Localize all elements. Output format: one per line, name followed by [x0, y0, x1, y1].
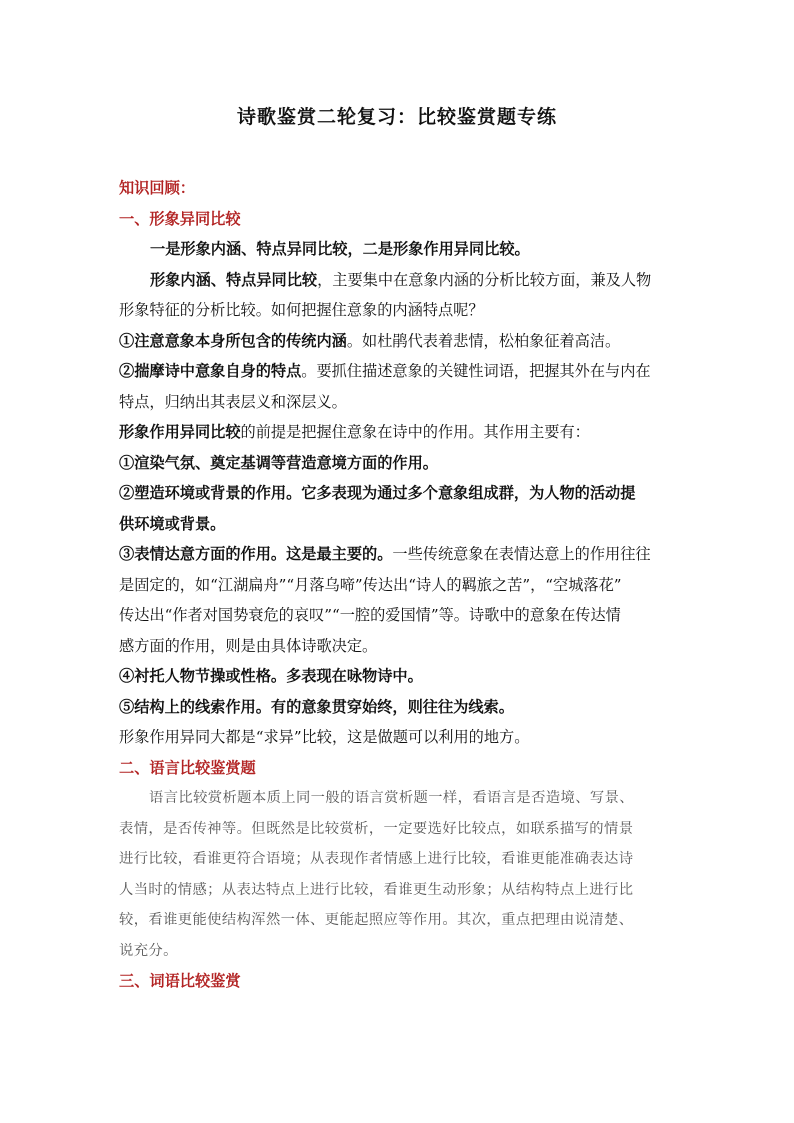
text-run: ，主要集中在意象内涵的分析比较方面，兼及人物	[317, 270, 652, 289]
page-title: 诗歌鉴赏二轮复习：比较鉴赏题专练	[236, 106, 557, 128]
role-item-environment-line2: 供环境或背景。	[119, 514, 226, 533]
knowledge-review-label: 知识回顾：	[119, 179, 195, 197]
section1-paragraph1-line1	[119, 265, 675, 296]
bold-phrase: ③表情达意方面的作用。这是最主要的。	[119, 545, 393, 563]
section2-line: 语言比较赏析题本质上同一般的语言赏析题一样，看语言是否造境、写景、	[149, 790, 634, 806]
list-item-traditional-meaning	[119, 326, 675, 357]
role-item-character: ④衬托人物节操或性格。多表现在咏物诗中。	[119, 667, 423, 685]
section-heading-image-comparison: 一、形象异同比较	[119, 209, 241, 228]
list-item-image-features	[119, 356, 675, 387]
text-run: 一些传统意象在表情达意上的作用往往	[392, 545, 651, 563]
bold-phrase: ①注意意象本身所包含的传统内涵	[119, 331, 347, 350]
role-item-emotion-line4: 感方面的作用，则是由具体诗歌决定。	[119, 636, 378, 655]
role-item-emotion-line2: 是固定的，如“江湖扁舟”“月落乌啼”传达出“诗人的羁旅之苦”，“空城落花”	[119, 575, 622, 594]
section-heading-word-comparison: 三、词语比较鉴赏	[119, 972, 241, 990]
role-item-emotion	[119, 539, 675, 570]
section1-paragraph2	[119, 417, 675, 448]
list-item-image-features-line2: 特点，归纳出其表层义和深层义。	[119, 392, 347, 411]
bold-phrase: 形象作用异同比较	[119, 423, 241, 441]
bold-phrase: ②揣摩诗中意象自身的特点	[119, 362, 302, 380]
role-item-atmosphere: ①渲染气氛、奠定基调等营造意境方面的作用。	[119, 453, 438, 472]
section2-line: 表情，是否传神等。但既然是比较赏析，一定要选好比较点，如联系描写的情景	[119, 820, 634, 837]
role-item-emotion-line3: 传达出“作者对国势衰危的哀叹”“一腔的爱国情”等。诗歌中的意象在传达情	[119, 606, 621, 624]
bold-phrase: 形象内涵、特点异同比较	[150, 270, 318, 289]
document-body	[119, 173, 675, 997]
section1-summary: 形象作用异同大都是“求异”比较，这是做题可以利用的地方。	[119, 728, 530, 746]
role-item-structure: ⑤结构上的线索作用。有的意象贯穿始终，则往往为线索。	[119, 697, 514, 716]
text-run: 。要抓住描述意象的关键性词语，把握其外在与内在	[301, 362, 651, 380]
section1-intro: 一是形象内涵、特点异同比较，二是形象作用异同比较。	[150, 240, 530, 258]
role-item-environment: ②塑造环境或背景的作用。它多表现为通过多个意象组成群，为人物的活动提	[119, 484, 636, 502]
text-run: 。如杜鹃代表着悲情，松柏象征着高洁。	[346, 331, 621, 350]
section2-line: 说充分。	[119, 942, 178, 959]
section1-paragraph1-line2: 形象特征的分析比较。如何把握住意象的内涵特点呢？	[119, 301, 484, 319]
text-run: 的前提是把握住意象在诗中的作用。其作用主要有：	[240, 423, 590, 441]
section2-line: 进行比较，看谁更符合语境；从表现作者情感上进行比较，看谁更能准确表达诗	[119, 851, 634, 867]
section2-line: 较，看谁更能使结构浑然一体、更能起照应等作用。其次，重点把理由说清楚、	[119, 912, 634, 928]
section-heading-language-comparison: 二、语言比较鉴赏题	[119, 758, 256, 777]
section2-line: 人当时的情感；从表达特点上进行比较，看谁更生动形象；从结构特点上进行比	[119, 881, 634, 898]
